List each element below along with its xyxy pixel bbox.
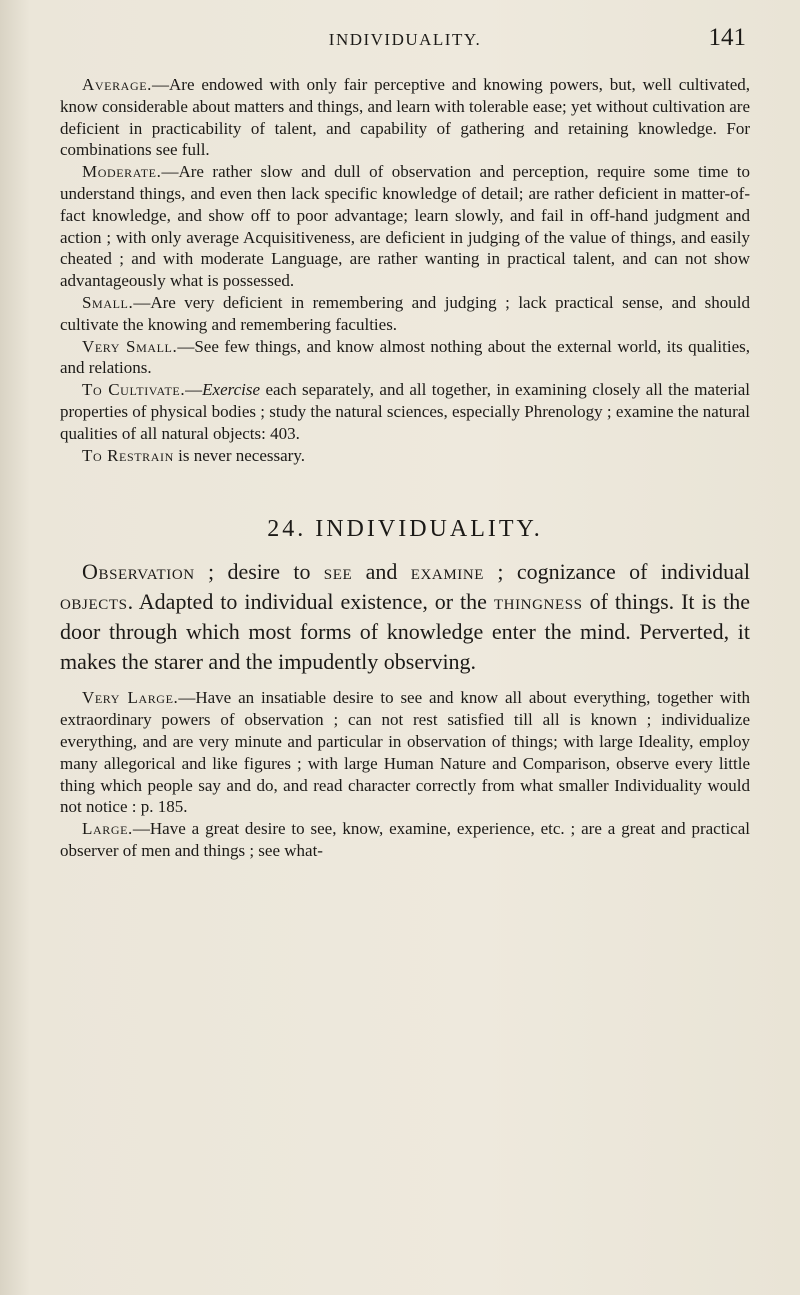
degree-label: Very Large. [82,688,179,708]
running-head [60,22,750,62]
restrain-text: is never necessary. [173,445,305,465]
degree-label: Large. [82,819,133,839]
paragraph-small [60,292,750,336]
paragraph-to-cultivate: To Cultivate.—Exercise each separately, and all together, in examining closely all the material properties of physical bodies ; study the natural sciences, especially Phrenology ; examine the natural qualities of all natural objects: 403. [60,380,750,443]
definition-term: examine [410,559,485,585]
degree-text: —See few things, and know almost nothing about the external world, its qualities, and relations. [60,336,750,378]
degree-text: —Are rather slow and dull of observation and perception, require some time to understand things, and even then lack specific knowledge of detail; are rather deficient in matter-of-fact knowledge, and show off to poor advantage; learn slowly, and fail in off-hand judgment and action ; with only average Acquisitiveness, are deficient in judging of the value of things, and easily cheated ; and with moderate Language, are rather wanting in practical talent, and can not show advantageously what is possessed. [60,162,750,291]
definition-text: . Adapted to individual existence, or the [127,589,494,615]
paragraph-very-large [60,687,750,818]
running-title: INDIVIDUALITY. [328,30,482,49]
degree-label: Small. [82,292,134,312]
definition-term: Observation [82,559,195,585]
degree-label: Average. [82,75,152,94]
restrain-label: To Restrain [82,445,174,465]
degree-text: —Are endowed with only fair perceptive and knowing powers, but, well cultivated, know considerable about matters and things, and learn with tolerable ease; yet without cultivation are deficient in practicability of talent, and capability of gathering and retaining knowledge. For combinations see full. [60,75,750,160]
definition-term: see [323,559,353,585]
paragraph-large [60,818,750,862]
section-heading [60,516,750,543]
section-number: 24. [267,516,307,543]
paragraph-moderate [60,161,750,292]
section-title: INDIVIDUALITY. [315,516,543,543]
definition-term: thingness [493,589,583,615]
paragraph-to-restrain [60,445,750,467]
paragraph-average [60,74,750,161]
cultivate-emphasis: Exercise [202,380,261,400]
paragraph-very-small [60,336,750,380]
definition-text: ; cognizance of individual [484,559,750,585]
degree-label: Moderate. [82,162,162,182]
degree-text: —Are very deficient in remembering and judging ; lack practical sense, and should cultivate the knowing and remembering faculties. [60,292,750,334]
degree-text: —Have an insatiable desire to see and know all about everything, together with extraordinary powers of observation ; can not rest satisfied till all is known ; individualize everything, and are very minute and particular in observation of things; with large Ideality, employ many allegorical and like figures ; with large Human Nature and Comparison, observe every little thing which people say and do, and read character correctly from what smaller Individuality would not notice : p. 185. [60,688,751,817]
definition-text: ; desire to [194,559,324,585]
previous-section [60,74,750,466]
definition-text: of things. It is the door through which most forms of knowledge enter the mind. Perverted, it makes the starer and the impudently observing. [60,589,750,675]
section-definition [60,557,750,677]
degree-label: Very Small. [82,336,178,356]
page-number: 141 [708,24,746,51]
degree-text: —Have a great desire to see, know, examine, experience, etc. ; are a great and practical observer of men and things ; see what- [60,819,750,860]
definition-text: and [352,559,411,585]
body-text [60,74,750,862]
cultivate-label: To Cultivate. [82,380,186,400]
definition-term: objects [60,589,128,615]
cultivate-text: each separately, and all together, in examining closely all the material properties of physical bodies ; study the natural sciences, especially Phrenology ; examine the natural qualities of all natural objects: 403. [60,380,750,443]
section-degrees [60,687,750,861]
